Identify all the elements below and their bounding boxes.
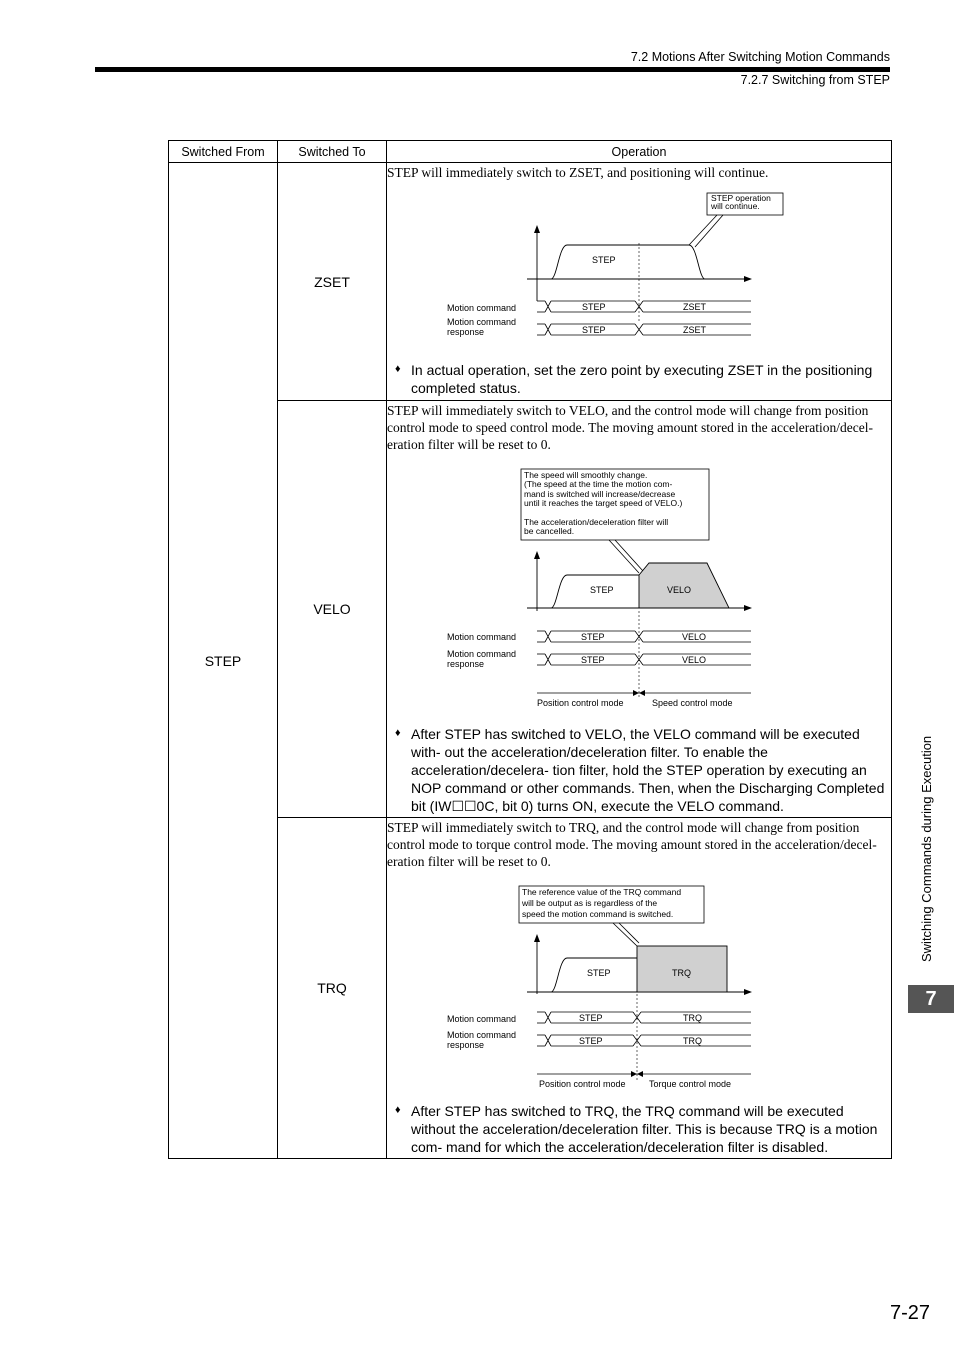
signal-value: STEP [582,325,606,335]
zset-timing-diagram [387,181,787,357]
note-bullet: ♦ After STEP has switched to TRQ, the TRQ command will be executed without the acceleration/deceleration filter. This is because TRQ is a motion com- mand for which the acceleration/deceleration filter is disabled. [395,1103,878,1155]
operation-text: STEP will immediately switch to TRQ, and the control mode will change from position control mode to torque control mode. The moving amount stored in the acceleration/decel- eration filter will be reset to 0. [387,820,877,869]
mode-label: Speed control mode [652,698,733,708]
trq-timing-diagram [387,870,787,1098]
signal-label: Motion command [447,1014,517,1024]
table-row [169,163,892,401]
wave-label-trq: TRQ [672,968,691,978]
col-header-to: Switched To [278,141,387,163]
switched-to-velo: VELO [278,401,387,818]
operation-zset [387,163,892,401]
callout-line: will continue. [711,201,760,211]
signal-value: STEP [579,1013,603,1023]
signal-label: response [447,659,485,669]
signal-value: STEP [581,632,605,642]
signal-label: Motion command [447,649,517,659]
table-header-row [169,141,892,163]
wave-label-velo: VELO [667,585,692,595]
wave-label-step: STEP [592,255,616,265]
page-number: 7-27 [889,1302,930,1324]
signal-value: STEP [581,655,605,665]
col-header-operation: Operation [387,141,892,163]
signal-value: ZSET [683,302,707,312]
switched-to-zset: ZSET [278,163,387,401]
signal-value: STEP [582,302,606,312]
signal-value: ZSET [683,325,707,335]
note-bullet: ♦ In actual operation, set the zero point by executing ZSET in the positioning completed status. [395,362,873,396]
callout-line: until it reaches the target speed of VELO.) [524,498,683,508]
note-bullet: ♦ After STEP has switched to VELO, the VELO command will be executed with- out the acceleration/deceleration filter. To enable the acceleration/decelera- tion filter, hold the STEP operation by executing an NOP command or other commands. Then, when the Discharging Completed bit (IW☐☐0C, bit 0) turns ON, execute the VELO command. [395,726,885,814]
switched-to-trq: TRQ [278,818,387,1159]
signal-label: response [447,1040,485,1050]
signal-value: TRQ [683,1036,702,1046]
mode-label: Position control mode [537,698,624,708]
signal-label: response [447,327,485,337]
callout-line: The reference value of the TRQ command [522,887,682,897]
signal-label: Motion command [447,317,517,327]
operation-text: STEP will immediately switch to VELO, and the control mode will change from position control mode to speed control mode. The moving amount stored in the acceleration/decel- eration filter will be reset to 0. [387,403,873,452]
signal-value: STEP [579,1036,603,1046]
callout-line: be cancelled. [524,526,575,536]
mode-label: Torque control mode [649,1079,732,1089]
operation-velo [387,401,892,818]
signal-value: TRQ [683,1013,702,1023]
signal-value: VELO [682,632,707,642]
callout-line: STEP operation [711,193,771,203]
chapter-number-tab: 7 [908,985,954,1013]
mode-label: Position control mode [539,1079,626,1089]
table-row [169,818,892,1159]
callout-line: mand is switched will increase/decrease [524,489,676,499]
signal-label: Motion command [447,1030,517,1040]
signal-value: VELO [682,655,707,665]
callout-line: The speed will smoothly change. [524,470,648,480]
signal-label: Motion command [447,632,517,642]
header-rule [95,67,890,72]
header-section-title: 7.2 Motions After Switching Motion Commands [630,50,890,64]
chapter-side-title: Switching Commands during Execution [919,735,934,962]
wave-label-step: STEP [587,968,611,978]
header-subsection-title: 7.2.7 Switching from STEP [740,73,890,87]
velo-timing-diagram [387,453,787,721]
operation-text: STEP will immediately switch to ZSET, and positioning will continue. [387,165,769,180]
col-header-from: Switched From [169,141,278,163]
bullet-icon: ♦ [395,727,401,739]
bullet-icon: ♦ [395,363,401,375]
switching-table [168,140,892,1159]
switched-from-cell: STEP [169,163,278,1159]
callout-line: (The speed at the time the motion com- [524,479,673,489]
operation-trq [387,818,892,1159]
wave-label-step: STEP [590,585,614,595]
bullet-icon: ♦ [395,1104,401,1116]
callout-line: The acceleration/deceleration filter will [524,517,669,527]
callout-line: will be output as is regardless of the [522,898,658,908]
table-row [169,401,892,818]
signal-label: Motion command [447,303,517,313]
callout-line: speed the motion command is switched. [522,909,674,919]
